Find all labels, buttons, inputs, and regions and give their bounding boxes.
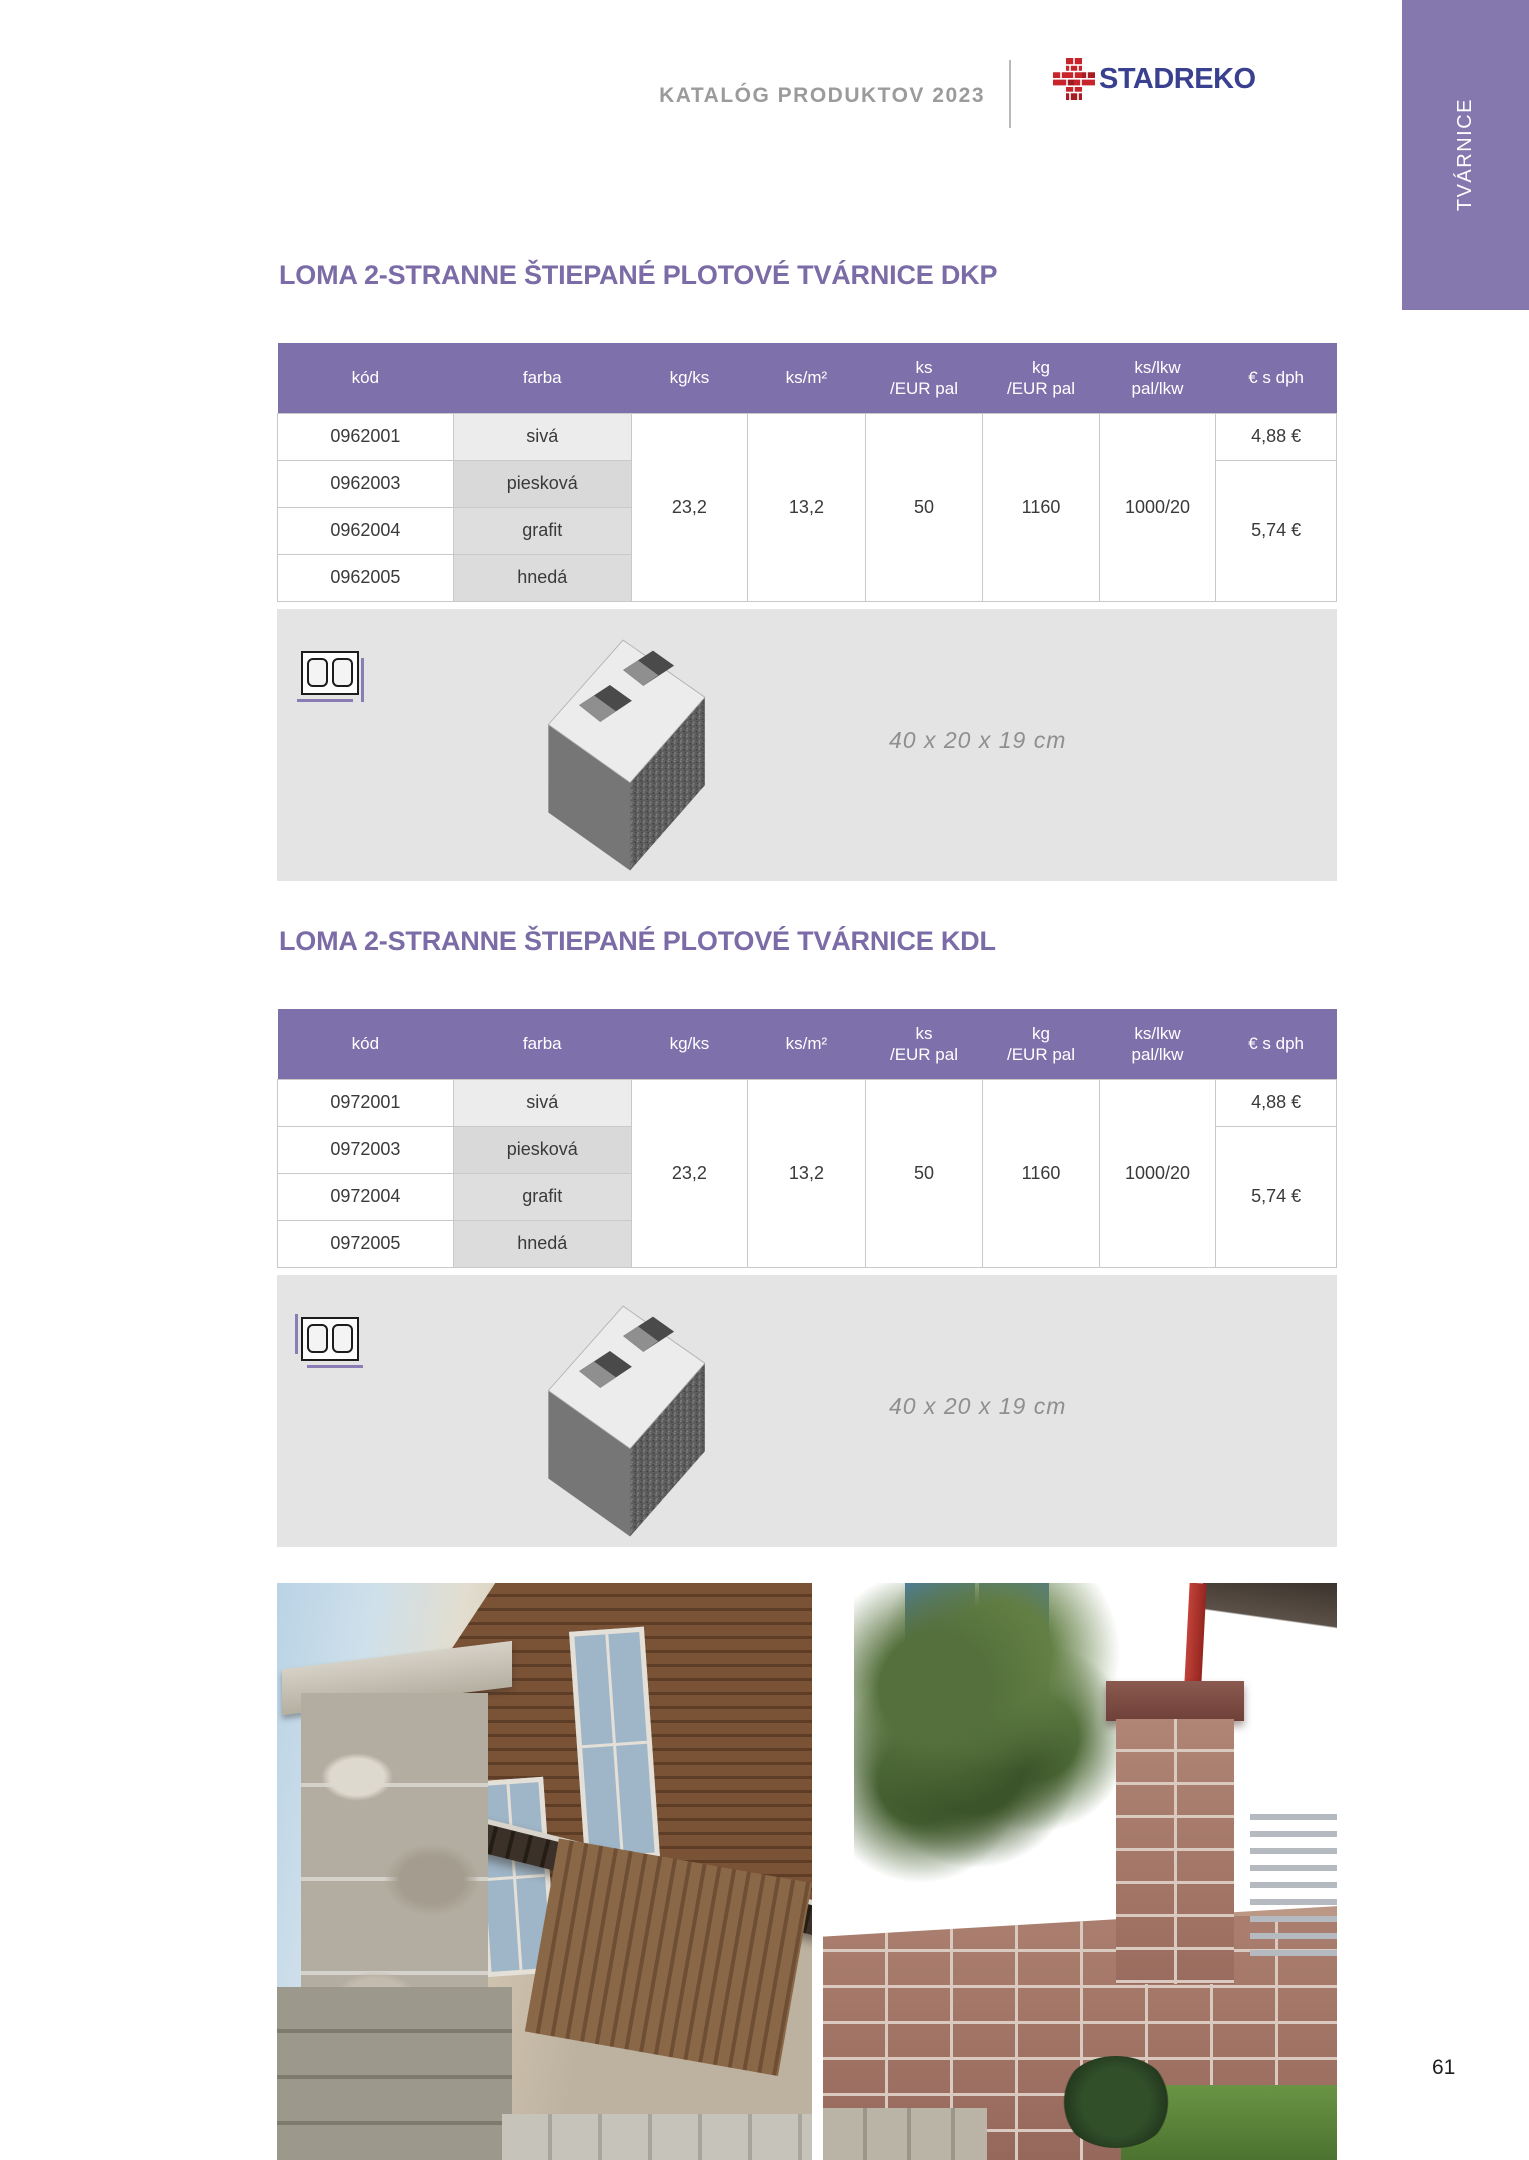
header-row xyxy=(278,343,1337,413)
col-header-ks-m2: ks/m² xyxy=(748,343,866,413)
cell-price: 5,74 € xyxy=(1216,1126,1337,1267)
cell-color: hnedá xyxy=(453,1220,631,1267)
product-image-panel xyxy=(277,1275,1337,1547)
cell-kg-ks: 23,2 xyxy=(631,413,747,601)
photo-brown-block-wall xyxy=(823,1583,1337,2160)
side-tab-label: TVÁRNICE xyxy=(1454,98,1476,212)
plan-cavity xyxy=(307,658,328,687)
cell-code: 0972004 xyxy=(278,1173,454,1220)
cell-code: 0962004 xyxy=(278,507,454,554)
cell-color: grafit xyxy=(453,1173,631,1220)
product-image-panel xyxy=(277,609,1337,881)
photo-small-bush xyxy=(1059,2056,1172,2148)
cell-price: 4,88 € xyxy=(1216,413,1337,460)
section-kdl xyxy=(277,926,1337,1547)
col-header-eur-s-dph: € s dph xyxy=(1216,1009,1337,1079)
col-header-kg-ks: kg/ks xyxy=(631,1009,747,1079)
cell-ks-m2: 13,2 xyxy=(748,1079,866,1267)
col-header-ks-lkw: ks/lkw pal/lkw xyxy=(1099,343,1215,413)
cell-color: sivá xyxy=(453,413,631,460)
photo-pillar-cap xyxy=(1106,1681,1245,1721)
col-header-ks-m2: ks/m² xyxy=(748,1009,866,1079)
photo-foreground-pillar xyxy=(277,1987,512,2160)
block-plan-icon xyxy=(301,1317,359,1361)
cell-color: piesková xyxy=(453,1126,631,1173)
col-header-kg-eur-pal: kg /EUR pal xyxy=(983,1009,1099,1079)
cell-price: 4,88 € xyxy=(1216,1079,1337,1126)
cell-color: piesková xyxy=(453,460,631,507)
cell-price: 5,74 € xyxy=(1216,460,1337,601)
cell-code: 0972005 xyxy=(278,1220,454,1267)
cell-code: 0972003 xyxy=(278,1126,454,1173)
plan-cavity xyxy=(332,658,353,687)
product-table-kdl xyxy=(277,1009,1337,1268)
photo-window xyxy=(569,1627,660,1862)
cell-ks-m2: 13,2 xyxy=(748,413,866,601)
photo-block-pillar xyxy=(1116,1719,1234,1984)
block-plan-icon xyxy=(301,651,359,695)
cell-ks-lkw: 1000/20 xyxy=(1099,413,1215,601)
cell-color: sivá xyxy=(453,1079,631,1126)
cell-color: hnedá xyxy=(453,554,631,601)
cell-kg-eur-pal: 1160 xyxy=(983,1079,1099,1267)
cell-code: 0972001 xyxy=(278,1079,454,1126)
catalog-title: KATALÓG PRODUKTOV 2023 xyxy=(659,84,985,107)
col-header-farba: farba xyxy=(453,1009,631,1079)
photo-bush xyxy=(854,1583,1121,1929)
photo-metal-fence xyxy=(1250,1814,1337,1964)
col-header-ks-lkw: ks/lkw pal/lkw xyxy=(1099,1009,1215,1079)
cell-code: 0962001 xyxy=(278,413,454,460)
cell-kg-ks: 23,2 xyxy=(631,1079,747,1267)
col-header-ks-eur-pal: ks /EUR pal xyxy=(865,343,983,413)
dimensions-label: 40 x 20 x 19 cm xyxy=(889,726,1067,753)
reference-photos xyxy=(277,1583,1337,2160)
photo-paving xyxy=(502,2114,812,2160)
cell-ks-eur-pal: 50 xyxy=(865,1079,983,1267)
col-header-kod: kód xyxy=(278,1009,454,1079)
cell-color: grafit xyxy=(453,507,631,554)
section-title: LOMA 2-STRANNE ŠTIEPANÉ PLOTOVÉ TVÁRNICE KDL xyxy=(279,926,996,956)
page-number: 61 xyxy=(1432,2056,1456,2079)
table-row xyxy=(278,413,1337,460)
cell-ks-eur-pal: 50 xyxy=(865,413,983,601)
cell-kg-eur-pal: 1160 xyxy=(983,413,1099,601)
side-tab-tvarnice xyxy=(1402,0,1529,310)
col-header-kod: kód xyxy=(278,343,454,413)
cell-code: 0962003 xyxy=(278,460,454,507)
header-divider xyxy=(1009,60,1011,128)
cell-code: 0962005 xyxy=(278,554,454,601)
cell-ks-lkw: 1000/20 xyxy=(1099,1079,1215,1267)
col-header-kg-eur-pal: kg /EUR pal xyxy=(983,343,1099,413)
table-row xyxy=(278,1079,1337,1126)
section-dkp xyxy=(277,260,1337,881)
photo-paving xyxy=(823,2108,987,2160)
col-header-kg-ks: kg/ks xyxy=(631,343,747,413)
dimensions-label: 40 x 20 x 19 cm xyxy=(889,1392,1067,1419)
section-title: LOMA 2-STRANNE ŠTIEPANÉ PLOTOVÉ TVÁRNICE DKP xyxy=(279,260,998,290)
plan-cavity xyxy=(332,1324,353,1353)
brick-cross-icon xyxy=(1051,56,1097,102)
photo-gray-fence-pillar xyxy=(277,1583,812,2160)
product-table-dkp xyxy=(277,343,1337,602)
block-3d-render xyxy=(535,619,720,874)
stadreko-logo xyxy=(1051,56,1256,102)
col-header-ks-eur-pal: ks /EUR pal xyxy=(865,1009,983,1079)
col-header-farba: farba xyxy=(453,343,631,413)
photo-roofline xyxy=(1203,1583,1337,1652)
block-3d-render xyxy=(535,1285,720,1540)
col-header-eur-s-dph: € s dph xyxy=(1216,343,1337,413)
stadreko-logo-text: STADREKO xyxy=(1099,62,1256,95)
header-row xyxy=(278,1009,1337,1079)
plan-cavity xyxy=(307,1324,328,1353)
